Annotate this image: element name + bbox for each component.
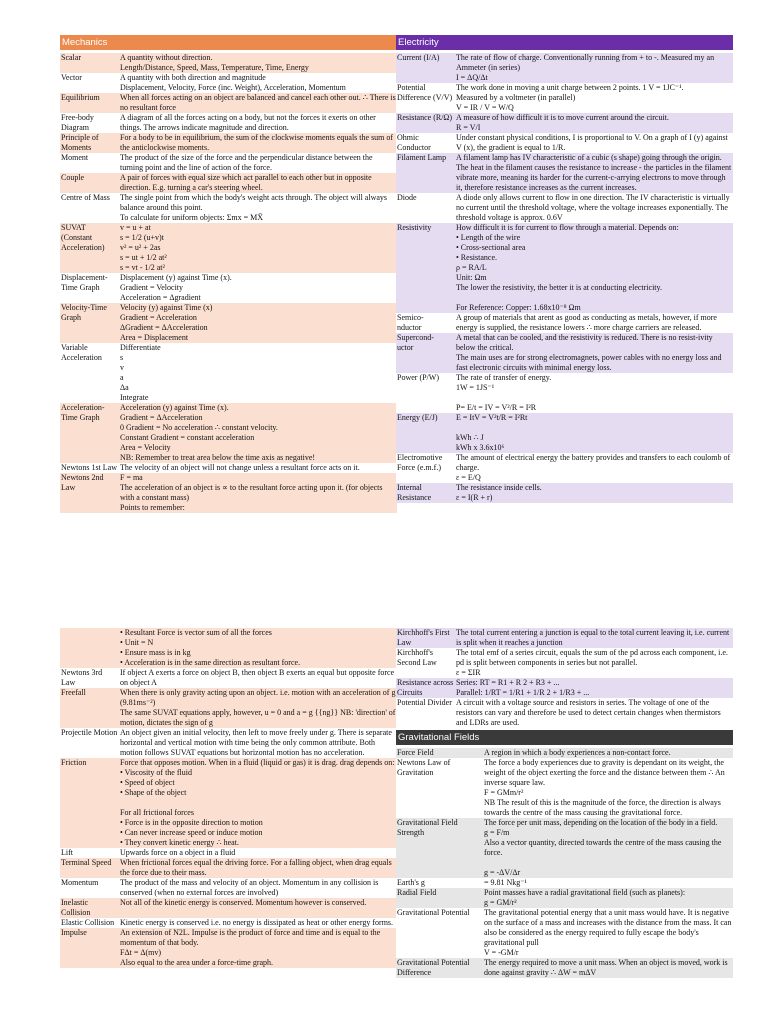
definition-row bbox=[60, 93, 397, 113]
definition-row bbox=[60, 628, 397, 668]
definition-row bbox=[60, 918, 397, 928]
term-label: Semico- nductor bbox=[397, 313, 424, 332]
definition-row bbox=[60, 113, 397, 133]
term-label: SUVAT (Constant Acceleration) bbox=[61, 223, 105, 252]
term-definition: The force per unit mass, depending on the location of the body in a field. g = F/m Also a vector quantity, directed towards the centre of the mass causing the force. g = -ΔV/Δr bbox=[484, 818, 722, 877]
definition-row bbox=[60, 858, 397, 878]
term-definition: Under constant physical conditions, I is proportional to V. On a graph of I (y) against V (x), the gradient is equal to 1/R. bbox=[456, 133, 728, 152]
term-label: Potential Difference (V/V) bbox=[397, 83, 453, 102]
term-definition: An object given an initial velocity, then left to move freely under g. There is separate horizontal and vertical motion with time being the only common attribute. Both motion follows SUVAT equations but horizontal motion has no acceleration. bbox=[120, 728, 392, 757]
definition-row bbox=[396, 373, 733, 413]
term-label: Vector bbox=[61, 73, 82, 82]
term-label: Resistance across Circuits bbox=[397, 678, 454, 697]
mechanics-list-continued bbox=[60, 628, 397, 968]
definition-row bbox=[60, 878, 397, 898]
term-label: Free-body Diagram bbox=[61, 113, 94, 132]
electricity-list bbox=[396, 53, 733, 503]
electricity-list-continued bbox=[396, 628, 733, 728]
term-label: Electromotive Force (e.m.f.) bbox=[397, 453, 443, 472]
term-definition: Not all of the kinetic energy is conserved. Momentum however is conserved. bbox=[120, 898, 367, 907]
term-definition: Force that opposes motion. When in a fluid (liquid or gas) it is drag. drag depends on: • Viscosity of the fluid • Speed of object • Shape of the object For all frictional forces • Force is in the opposite direction to motion • Can never increase speed or induce motion • They convert kinetic energy ∴ heat. bbox=[120, 758, 395, 847]
term-label: Acceleration-Time Graph bbox=[61, 403, 105, 422]
definition-row bbox=[60, 898, 397, 918]
term-definition: The total emf of a series circuit, equals the sum of the pd across each component, i.e. pd is split between components in series but not parallel. ε = ΣIR bbox=[456, 648, 728, 677]
term-definition: A pair of forces with equal size which act parallel to each other but in opposite direction. E.g. turning a car's steering wheel. bbox=[120, 173, 372, 192]
term-label bbox=[60, 628, 120, 668]
term-label: Radial Field bbox=[397, 888, 437, 897]
electricity-header: Electricity bbox=[396, 35, 733, 50]
definition-row bbox=[60, 848, 397, 858]
term-definition: • Resultant Force is vector sum of all the forces • Unit = N • Ensure mass is in kg • Acceleration is in the same direction as resultant force. bbox=[120, 628, 301, 667]
term-label: Resistivity bbox=[397, 223, 432, 232]
definition-row bbox=[396, 818, 733, 878]
definition-row bbox=[60, 928, 397, 968]
term-label: Energy (E/J) bbox=[397, 413, 438, 422]
definition-row bbox=[396, 83, 733, 113]
term-label: Freefall bbox=[61, 688, 86, 697]
mechanics-section-continued bbox=[60, 628, 397, 968]
definition-row bbox=[60, 758, 397, 848]
definition-row bbox=[396, 413, 733, 453]
term-definition: The rate of transfer of energy. 1W = 1JS⁻¹ P= E/t = IV = V²/R = I²R bbox=[456, 373, 552, 412]
term-label: Force Field bbox=[397, 748, 434, 757]
definition-row bbox=[60, 153, 397, 173]
term-definition: Kinetic energy is conserved i.e. no energy is dissipated as heat or other energy forms. bbox=[120, 918, 394, 927]
term-definition: E = ItV = V²t/R = I²Rt kWh ∴ J kWh x 3.6x10⁶ bbox=[456, 413, 528, 452]
term-definition: When all forces acting on an object are balanced and cancel each other out. ∴ There is no resultant force bbox=[120, 93, 396, 112]
definition-row bbox=[60, 688, 397, 728]
definition-row bbox=[60, 303, 397, 343]
term-definition: A circuit with a voltage source and resistors in series. The voltage of one of the resistors can vary and therefore be used to detect certain changes when thermistors and LDRs are used. bbox=[456, 698, 721, 727]
term-definition: An extension of N2L. Impulse is the product of force and time and is equal to the momentum of that body. FΔt = Δ(mv) Also equal to the area under a force-time graph. bbox=[120, 928, 381, 967]
definition-row bbox=[396, 908, 733, 958]
term-definition: A metal that can be cooled, and the resistivity is reduced. There is no resist-ivity below the critical. The main uses are for strong electromagnets, power cables with no energy loss and fast electronic circuits with minimal energy loss. bbox=[456, 333, 722, 372]
definition-row bbox=[396, 313, 733, 333]
definition-row bbox=[396, 453, 733, 483]
definition-row bbox=[60, 73, 397, 93]
term-label: Variable Acceleration bbox=[61, 343, 102, 362]
term-label: Newtons 2nd Law bbox=[61, 473, 104, 492]
term-definition: Differentiate s v a Δa Integrate bbox=[120, 343, 161, 402]
term-definition: Displacement (y) against Time (x). Gradient = Velocity Acceleration = Δgradient bbox=[120, 273, 232, 302]
term-definition: If object A exerts a force on object B, then object B exerts an equal but opposite force on object A bbox=[120, 668, 395, 687]
term-label: Potential Divider bbox=[397, 698, 452, 707]
electricity-section-continued bbox=[396, 628, 733, 978]
term-definition: When frictional forces equal the driving force. For a falling object, when drag equals the force due to their mass. bbox=[120, 858, 392, 877]
term-label: Newtons Law of Gravitation bbox=[397, 758, 451, 777]
term-label: Equilibrium bbox=[61, 93, 100, 102]
definition-row bbox=[396, 113, 733, 133]
definition-row bbox=[396, 153, 733, 193]
term-label: Centre of Mass bbox=[61, 193, 110, 202]
term-label: Moment bbox=[61, 153, 89, 162]
term-label: Terminal Speed bbox=[61, 858, 112, 867]
term-label: Diode bbox=[397, 193, 417, 202]
term-label: Inelastic Collision bbox=[61, 898, 91, 917]
definition-row bbox=[396, 333, 733, 373]
definition-row bbox=[396, 678, 733, 698]
term-definition: The velocity of an object will not change unless a resultant force acts on it. bbox=[120, 463, 360, 472]
term-definition: A measure of how difficult it is to move current around the circuit. R = V/I bbox=[456, 113, 669, 132]
definition-row bbox=[60, 133, 397, 153]
definition-row bbox=[396, 193, 733, 223]
definition-row bbox=[60, 193, 397, 223]
term-definition: For a body to be in equilibrium, the sum of the clockwise moments equals the sum of the anticlockwise moments. bbox=[120, 133, 394, 152]
term-definition: Acceleration (y) against Time (x). Gradient = ΔAcceleration 0 Gradient = No acceleration ∴ constant velocity. Constant Gradient = constant acceleration Area = Velocity NB: Remember to treat area below the time axis as negative! bbox=[120, 403, 316, 462]
definition-row bbox=[396, 698, 733, 728]
definition-row bbox=[396, 53, 733, 83]
term-definition: The amount of electrical energy the battery provides and transfers to each coulomb of charge. ε = E/Q bbox=[456, 453, 731, 482]
definition-row bbox=[60, 403, 397, 463]
term-label: Impulse bbox=[61, 928, 87, 937]
term-label: Kirchhoff's Second Law bbox=[397, 648, 437, 667]
term-definition: F = ma The acceleration of an object is ∝ to the resultant force acting upon it. (for objects with a constant mass) Points to remember: bbox=[120, 473, 383, 512]
term-definition: Velocity (y) against Time (x) Gradient = Acceleration ΔGradient = ΔAcceleration Area = Displacement bbox=[120, 303, 213, 342]
term-label: Ohmic Conductor bbox=[397, 133, 431, 152]
mechanics-header: Mechanics bbox=[60, 35, 397, 50]
term-definition: The total current entering a junction is equal to the total current leaving it, i.e. current is split when it reaches a junction bbox=[456, 628, 730, 647]
definition-row bbox=[60, 223, 397, 273]
term-definition: A region in which a body experiences a non-contact force. bbox=[484, 748, 671, 757]
term-definition: The gravitational potential energy that a unit mass would have. It is negative on the surface of a mass and increases with the distance from the mass. It can also be considered as the energy required to fully escape the body's gravitational pull V = -GM/r bbox=[484, 908, 732, 957]
definition-row bbox=[396, 888, 733, 908]
term-label: Velocity-Time Graph bbox=[61, 303, 107, 322]
mechanics-section bbox=[60, 35, 397, 513]
term-label: Gravitational Potential Difference bbox=[397, 958, 470, 977]
definition-row bbox=[60, 473, 397, 513]
term-label: Current (I/A) bbox=[397, 53, 440, 62]
electricity-section bbox=[396, 35, 733, 503]
definition-row bbox=[60, 273, 397, 303]
term-definition: The product of the size of the force and the perpendicular distance between the turning point and the line of action of the force. bbox=[120, 153, 373, 172]
term-label: Power (P/W) bbox=[397, 373, 439, 382]
definition-row bbox=[396, 628, 733, 648]
definition-row bbox=[60, 173, 397, 193]
term-label: Earth's g bbox=[397, 878, 425, 887]
term-definition: The resistance inside cells. ε = I(R + r) bbox=[456, 483, 542, 502]
gravitational-list bbox=[396, 748, 733, 978]
term-label: Kirchhoff's First Law bbox=[397, 628, 450, 647]
term-definition: v = u + at s = 1/2 (u+v)t v² = u² + 2as s = ut + 1/2 at² s = vt - 1/2 at² bbox=[120, 223, 167, 272]
definition-row bbox=[396, 648, 733, 678]
definition-row bbox=[60, 463, 397, 473]
definition-row bbox=[396, 748, 733, 758]
term-label: Supercond- uctor bbox=[397, 333, 434, 352]
term-label: Newtons 1st Law bbox=[61, 463, 117, 472]
term-definition: A diode only allows current to flow in one direction. The IV characteristic is virtually no current until the threshold voltage, where the voltage increases exponentially. The threshold voltage is approx. 0.6V bbox=[456, 193, 730, 222]
term-definition: Upwards force on a object in a fluid bbox=[120, 848, 236, 857]
definition-row bbox=[396, 133, 733, 153]
term-definition: = 9.81 Nkg⁻¹ bbox=[484, 878, 527, 887]
term-definition: A quantity with both direction and magnitude Displacement, Velocity, Force (inc. Weight), Acceleration, Momentum bbox=[120, 73, 346, 92]
term-label: Resistance (R/Ω) bbox=[397, 113, 453, 122]
definition-row bbox=[396, 758, 733, 818]
term-label: Gravitational Potential bbox=[397, 908, 470, 917]
term-label: Elastic Collision bbox=[61, 918, 115, 927]
term-label: Scalar bbox=[61, 53, 81, 62]
term-definition: The work done in moving a unit charge between 2 points. 1 V = 1JC⁻¹. Measured by a voltmeter (in parallel) V = IR / V = W/Q bbox=[456, 83, 684, 112]
term-label: Projectile Motion bbox=[61, 728, 118, 737]
term-label: Momentum bbox=[61, 878, 99, 887]
term-definition: The product of the mass and velocity of an object. Momentum in any collision is conserved (when no external forces are involved) bbox=[120, 878, 379, 897]
term-label: Friction bbox=[61, 758, 87, 767]
term-label: Lift bbox=[61, 848, 73, 857]
term-definition: The single point from which the body's weight acts through. The object will always balance around this point. To calculate for uniform objects: Σmx = MX̄ bbox=[120, 193, 388, 222]
term-definition: When there is only gravity acting upon an object. i.e. motion with an acceleration of g (9.81ms⁻²) The same SUVAT equations apply, however, u = 0 and a = g {{ng}} NB: 'direction' of motion, dictates the sign of g bbox=[120, 688, 396, 727]
term-definition: The energy required to move a unit mass. When an object is moved, work is done against gravity ∴ ΔW = mΔV bbox=[484, 958, 728, 977]
term-definition: Point masses have a radial gravitational field (such as planets): g = GM/r² bbox=[484, 888, 686, 907]
term-definition: The force a body experiences due to gravity is dependant on its weight, the weight of the object exerting the force and the distance between them ∴ An inverse square law. F = GMm/r² NB The result of this is the magnitude of the force, the direction is always towards the centre of the mass causing the gravitational force. bbox=[484, 758, 725, 817]
term-label: Filament Lamp bbox=[397, 153, 447, 162]
term-definition: A diagram of all the forces acting on a body, but not the forces it exerts on other things. The arrows indicate magnitude and direction. bbox=[120, 113, 376, 132]
definition-row bbox=[396, 958, 733, 978]
term-label: Internal Resistance bbox=[397, 483, 432, 502]
definition-row bbox=[60, 728, 397, 758]
term-label: Displacement-Time Graph bbox=[61, 273, 108, 292]
term-definition: How difficult it is for current to flow through a material. Depends on: • Length of the wire • Cross-sectional area • Resistance. ρ = RA/L Unit: Ωm The lower the resistivity, the better it is at conducting electricity. For Reference: Copper: 1.68x10⁻⁸ Ωm bbox=[456, 223, 679, 312]
definition-row bbox=[396, 483, 733, 503]
term-definition: Series: RT = R1 + R 2 + R3 + ... Parallel: 1/RT = 1/R1 + 1/R 2 + 1/R3 + ... bbox=[456, 678, 590, 697]
gravitational-header: Gravitational Fields bbox=[396, 730, 733, 745]
term-definition: A quantity without direction. Length/Distance, Speed, Mass, Temperature, Time, Energy bbox=[120, 53, 309, 72]
term-label: Newtons 3rd Law bbox=[61, 668, 103, 687]
term-label: Couple bbox=[61, 173, 85, 182]
mechanics-list bbox=[60, 53, 397, 513]
gravitational-section bbox=[396, 730, 733, 978]
definition-row bbox=[60, 53, 397, 73]
term-label: Principle of Moments bbox=[61, 133, 99, 152]
term-definition: A group of materials that arent as good as conducting as metals, however, if more energy is supplied, the resistance lowers ∴ more charge carriers are released. bbox=[456, 313, 717, 332]
term-label: Gravitational Field Strength bbox=[397, 818, 458, 837]
definition-row bbox=[396, 223, 733, 313]
term-definition: A filament lamp has IV characteristic of a cubic (s shape) going through the origin. The heat in the filament causes the resistance to increase - the particles in the filament vibrate more, meaning its harder for the current-c-arrying electrons to move through it, therefore resistance increases as the current increases. bbox=[456, 153, 732, 192]
definition-row bbox=[60, 343, 397, 403]
term-definition: The rate of flow of charge. Conventionally running from + to -. Measured my an Ammeter (in series) I = ΔQ/Δt bbox=[456, 53, 715, 82]
definition-row bbox=[60, 668, 397, 688]
definition-row bbox=[396, 878, 733, 888]
